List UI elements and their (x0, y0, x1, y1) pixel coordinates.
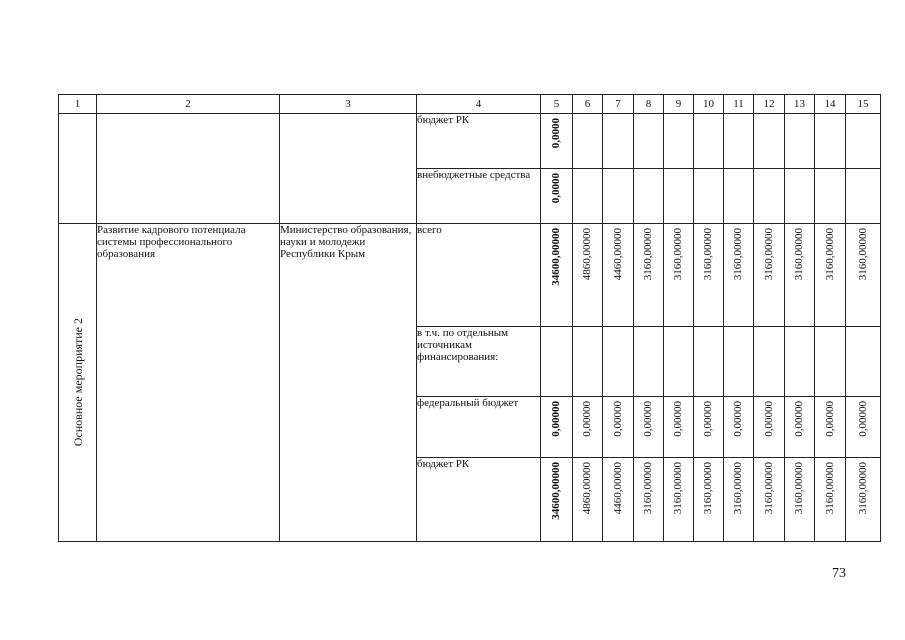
value-text: 0,00000 (823, 401, 836, 437)
value-text: 3160,00000 (702, 228, 714, 281)
value-text: 0,00000 (762, 401, 775, 437)
value-text: 0,00000 (672, 401, 684, 437)
value-text: 4860,00000 (581, 228, 593, 281)
funding-source-label: внебюджетные средства (417, 169, 541, 224)
table-row (59, 114, 881, 169)
value-text: 3160,00000 (823, 462, 836, 515)
value-text: 0,00000 (581, 401, 593, 437)
col-header: 6 (573, 95, 603, 114)
value-text: 0,00000 (702, 401, 714, 437)
value-text: 0,00000 (793, 401, 805, 437)
table-row (59, 224, 881, 327)
budget-table (58, 94, 881, 542)
col-header: 8 (634, 95, 664, 114)
column-number-row (59, 95, 881, 114)
value-text: 3160,00000 (732, 462, 744, 515)
col-header: 3 (280, 95, 417, 114)
value-text: 0,00000 (550, 401, 562, 437)
value-text: 4460,00000 (611, 228, 624, 281)
value-cell (541, 169, 573, 224)
empty-cell (97, 114, 280, 224)
value-text: 34600,00000 (550, 228, 562, 286)
value-text: 3160,00000 (642, 462, 654, 515)
col-header: 12 (754, 95, 785, 114)
value-text: 0,0000 (550, 173, 562, 204)
value-text: 3160,00000 (672, 228, 684, 281)
measure-executor: Министерство образования, науки и молодежи Республики Крым (280, 224, 417, 542)
value-text: 4860,00000 (581, 462, 593, 515)
measure-title: Основное мероприятие 2 (70, 318, 85, 447)
col-header: 14 (815, 95, 846, 114)
value-text: 3160,00000 (762, 462, 775, 515)
col-header: 7 (603, 95, 634, 114)
measure-title-cell (59, 224, 97, 542)
empty-cell (280, 114, 417, 224)
funding-source-label: бюджет РК (417, 114, 541, 169)
col-header: 10 (694, 95, 724, 114)
value-text: 3160,00000 (672, 462, 684, 515)
col-header: 9 (664, 95, 694, 114)
value-text: 34600,00000 (550, 462, 562, 520)
funding-source-label: бюджет РК (417, 458, 541, 542)
value-text: 3160,00000 (702, 462, 714, 515)
empty-cell (59, 114, 97, 224)
col-header: 5 (541, 95, 573, 114)
col-header: 15 (846, 95, 881, 114)
value-text: 0,0000 (550, 118, 562, 149)
value-text: 0,00000 (611, 401, 624, 437)
col-header: 1 (59, 95, 97, 114)
value-text: 0,00000 (642, 401, 654, 437)
col-header: 11 (724, 95, 754, 114)
value-text: 3160,00000 (856, 462, 869, 515)
value-text: 4460,00000 (611, 462, 624, 515)
measure-name: Развитие кадрового потенциала системы профессионального образования (97, 224, 280, 542)
value-text: 3160,00000 (732, 228, 744, 281)
col-header: 13 (785, 95, 815, 114)
value-text: 0,00000 (856, 401, 869, 437)
col-header: 4 (417, 95, 541, 114)
value-text: 3160,00000 (762, 228, 775, 281)
funding-source-label: всего (417, 224, 541, 327)
value-cell (541, 114, 573, 169)
col-header: 2 (97, 95, 280, 114)
value-text: 3160,00000 (793, 228, 805, 281)
value-text: 3160,00000 (823, 228, 836, 281)
funding-source-label: федеральный бюджет (417, 397, 541, 458)
value-text: 3160,00000 (793, 462, 805, 515)
funding-source-label: в т.ч. по отдельным источникам финансирования: (417, 327, 541, 397)
value-text: 3160,00000 (856, 228, 869, 281)
value-text: 0,00000 (732, 401, 744, 437)
page-number: 73 (832, 566, 846, 581)
value-text: 3160,00000 (642, 228, 654, 281)
